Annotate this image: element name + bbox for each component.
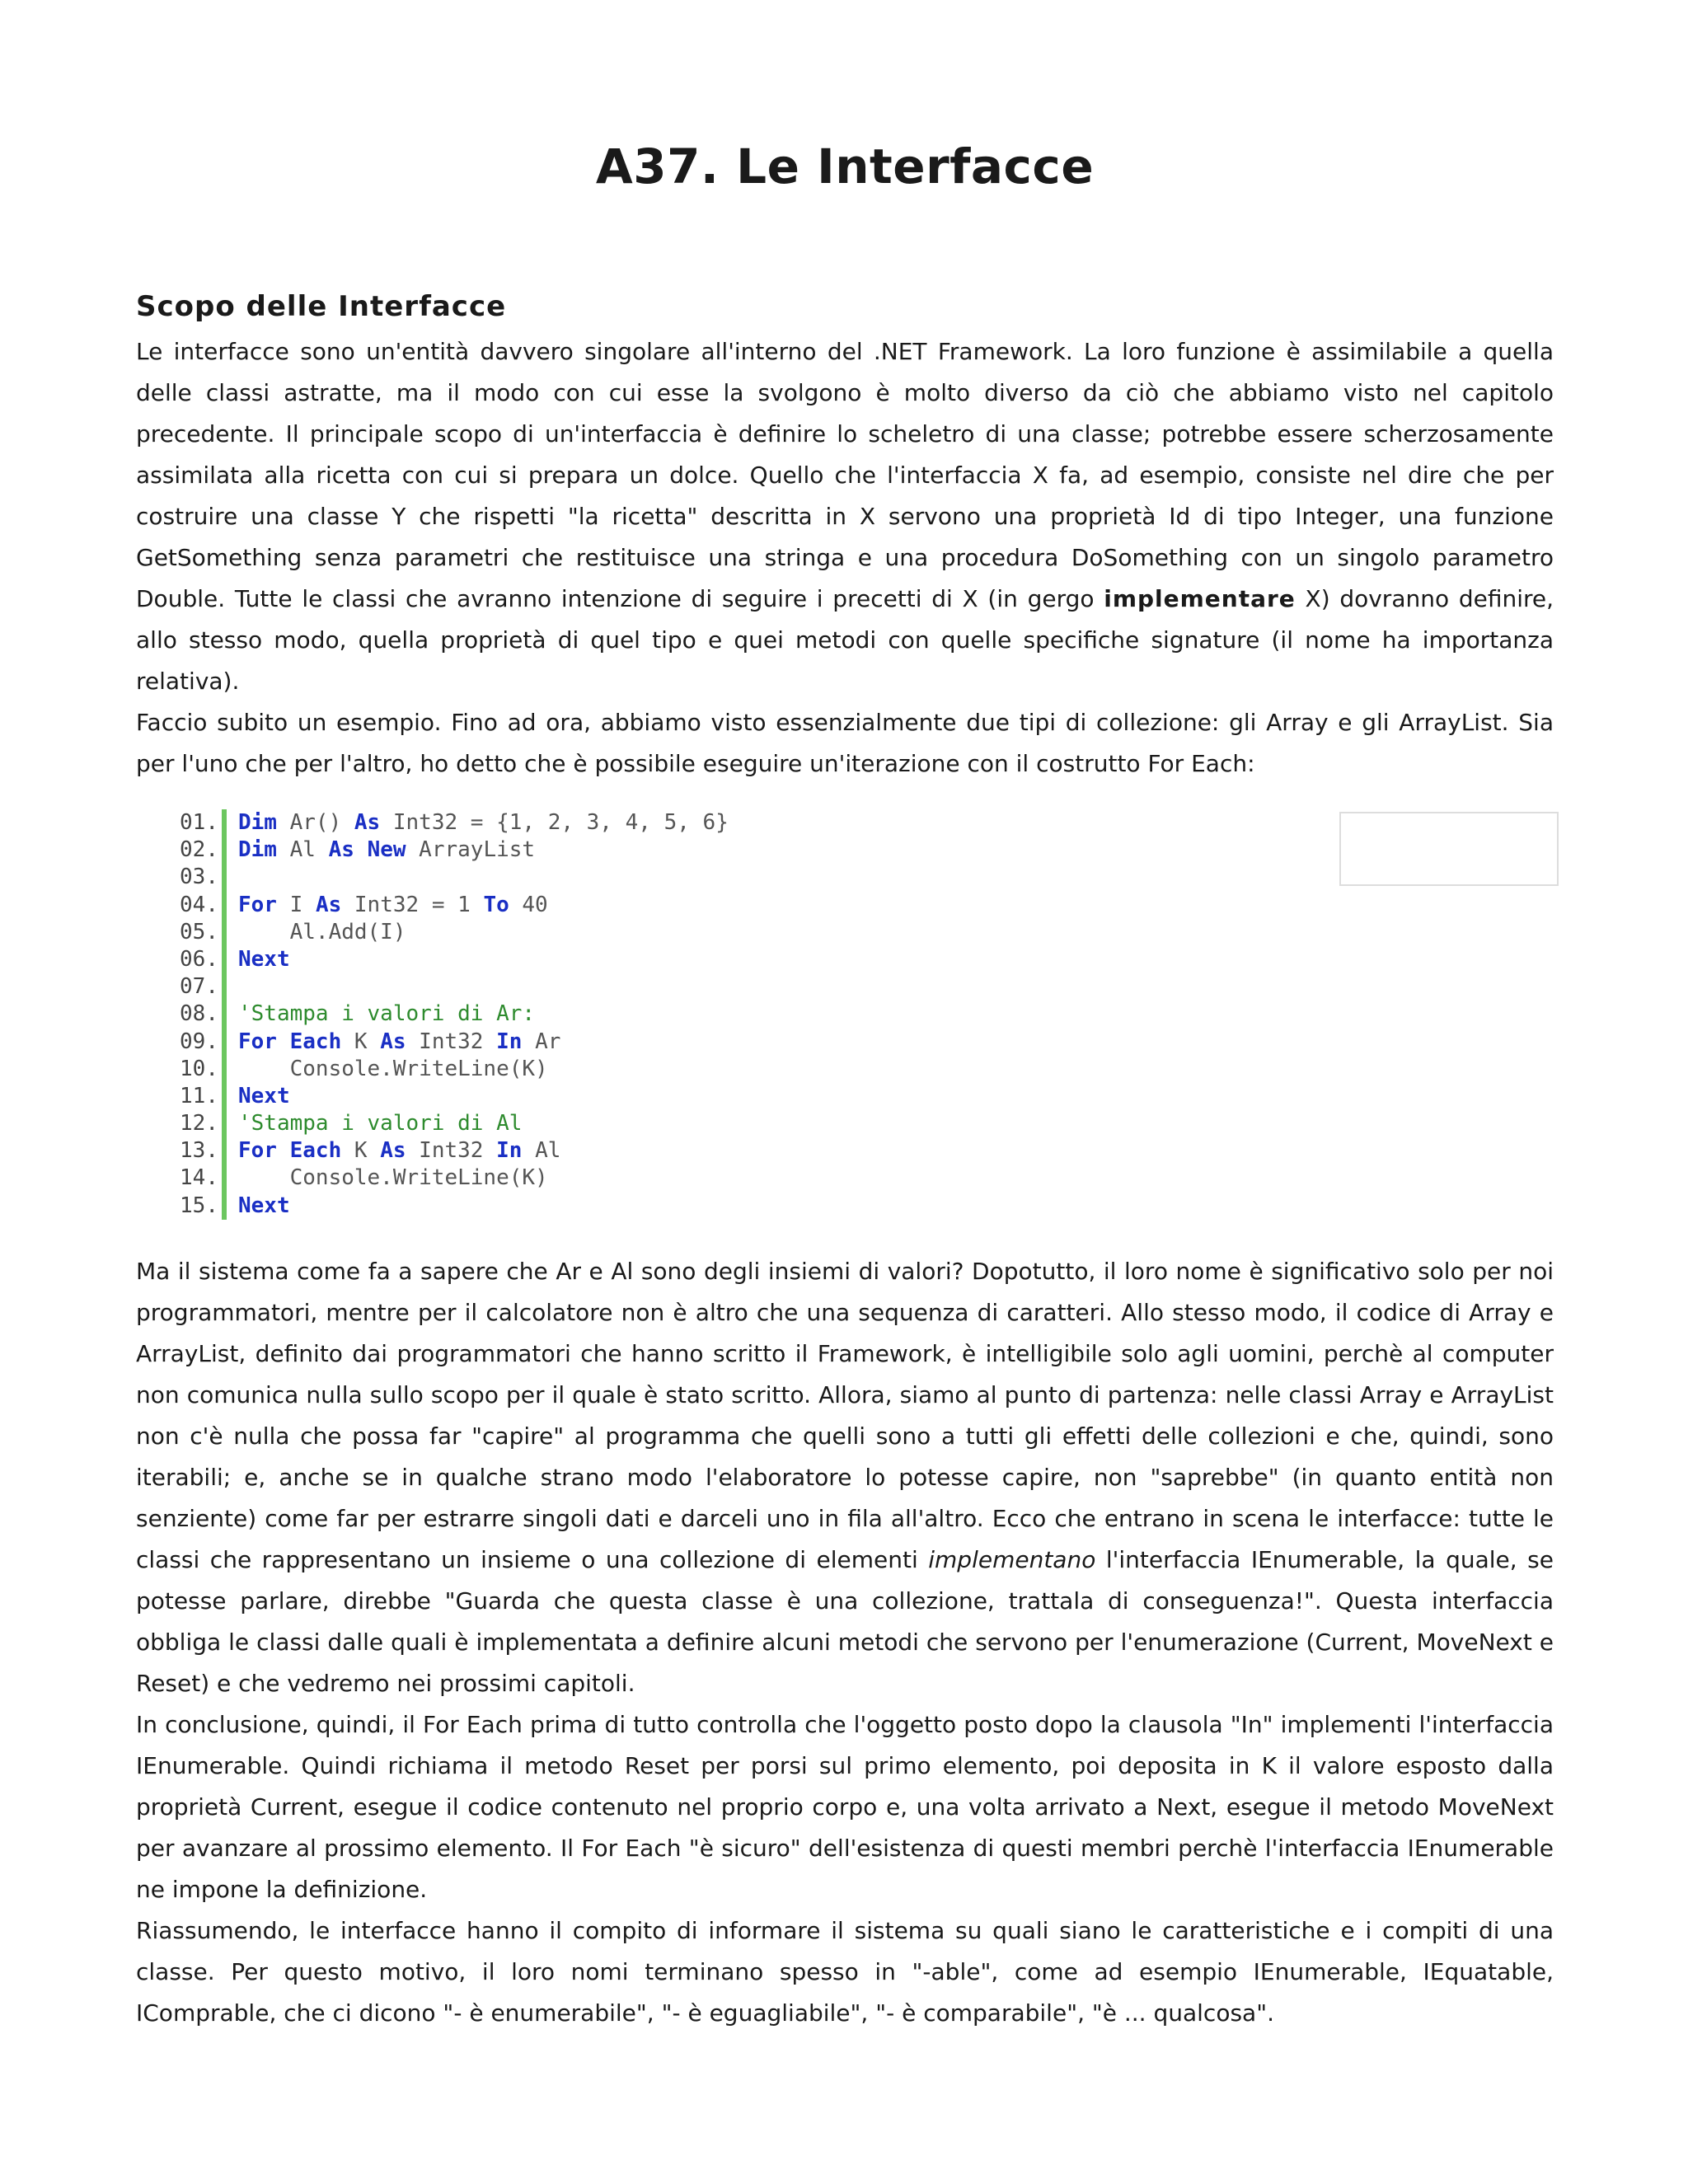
page-title: A37. Le Interfacce: [595, 138, 1095, 194]
bold-term-implementare: implementare: [1104, 585, 1296, 612]
code-text: [238, 1110, 522, 1137]
gutter-bar: [222, 946, 227, 973]
code-token: Int32 = 1: [341, 892, 484, 917]
code-token: Ar: [522, 1029, 561, 1054]
code-token: Int32: [406, 1138, 497, 1164]
line-number: 03.: [180, 865, 218, 890]
line-number: 12.: [180, 1111, 218, 1137]
line-number: 10.: [180, 1056, 218, 1081]
code-token: 40: [509, 892, 548, 917]
line-number: 04.: [180, 892, 218, 917]
code-comment: 'Stampa i valori di Ar:: [238, 1001, 536, 1027]
line-number: 05.: [180, 919, 218, 944]
gutter-bar: [222, 1165, 227, 1192]
code-line: [169, 864, 729, 891]
empty-frame: [1339, 812, 1559, 886]
code-keyword: To: [483, 892, 509, 917]
code-token: Console.WriteLine(K): [238, 1056, 548, 1081]
code-keyword: In: [496, 1138, 523, 1164]
code-line: [169, 1110, 729, 1137]
code-line: [169, 973, 729, 1001]
code-line: [169, 946, 729, 973]
line-number: 11.: [180, 1083, 218, 1108]
code-text: [238, 1193, 290, 1220]
code-token: Int32: [406, 1029, 497, 1054]
code-keyword: As: [354, 810, 381, 835]
code-line: [169, 892, 729, 919]
code-line: [169, 919, 729, 946]
code-keyword: Each: [289, 1138, 342, 1164]
line-number: 02.: [180, 837, 218, 863]
code-token: [277, 1138, 290, 1163]
italic-term-implementano: implementano: [928, 1546, 1096, 1573]
gutter-bar: [222, 919, 227, 946]
code-line: [169, 1137, 729, 1165]
gutter-bar: [222, 1083, 227, 1110]
code-keyword: Next: [238, 946, 290, 972]
paragraph-1-text-a: Le interfacce sono un'entità davvero singolare all'interno del .NET Framework. La loro funzione è assimilabile a quella delle classi astratte, ma il modo con cui esse la svolgono è molto diverso da ciò che abbiamo visto nel capitolo precedente. Il principale scopo di un'interfaccia è definire lo scheletro di una classe; potrebbe essere scherzosamente assimilata alla ricetta con cui si prepara un dolce. Quello che l'interfaccia X fa, ad esempio, consiste nel dire che per costruire una classe Y che rispetti "la ricetta" descritta in X servono una proprietà Id di tipo Integer, una funzione GetSomething senza parametri che restituisce una stringa e una procedura DoSomething con un singolo parametro Double. Tutte le classi che avranno intenzione di seguire i precetti di X (in gergo: [136, 338, 1554, 612]
intro-text: [136, 331, 1554, 785]
paragraph-1: [136, 331, 1554, 702]
code-keyword: Next: [238, 1193, 290, 1218]
code-keyword: For: [238, 1029, 277, 1054]
code-text: [238, 946, 290, 973]
code-line: [169, 837, 729, 864]
gutter-bar: [222, 1137, 227, 1165]
code-token: ArrayList: [406, 837, 536, 863]
paragraph-3: [136, 1251, 1554, 1704]
code-keyword: As: [328, 837, 354, 863]
code-listing: [169, 809, 729, 1220]
code-token: Al: [522, 1138, 561, 1164]
line-number: 07.: [180, 974, 218, 1000]
code-text: [238, 837, 535, 864]
code-token: Al.Add(I): [238, 919, 406, 944]
code-line: [169, 809, 729, 837]
gutter-bar: [222, 892, 227, 919]
code-token: K: [341, 1138, 381, 1164]
explanation-text: [136, 1251, 1554, 2034]
code-comment: 'Stampa i valori di Al: [238, 1111, 523, 1137]
paragraph-3-text-b: l'interfaccia IEnumerable, la quale, se potesse parlare, direbbe "Guarda che questa classe è una collezione, trattala di conseguenza!". Questa interfaccia obbliga le classi dalle quali è implementata a definire alcuni metodi che servono per l'enumerazione (Current, MoveNext e Reset) e che vedremo nei prossimi capitoli.: [136, 1546, 1554, 1697]
code-token: Int32 = {1, 2, 3, 4, 5, 6}: [380, 810, 729, 835]
code-keyword: Each: [289, 1029, 342, 1054]
code-keyword: New: [367, 837, 406, 863]
gutter-bar: [222, 1110, 227, 1137]
code-text: [238, 919, 406, 946]
code-line: [169, 1193, 729, 1220]
code-token: [277, 1029, 290, 1054]
code-keyword: Dim: [238, 837, 277, 863]
code-text: [238, 1029, 560, 1056]
code-text: [238, 1001, 535, 1028]
code-token: [354, 837, 368, 862]
gutter-bar: [222, 1001, 227, 1028]
code-token: I: [276, 892, 316, 917]
code-text: [238, 1056, 548, 1083]
gutter-bar: [222, 1029, 227, 1056]
code-keyword: Dim: [238, 810, 277, 835]
paragraph-5: Riassumendo, le interfacce hanno il compito di informare il sistema su quali siano le caratteristiche e i compiti di una classe. Per questo motivo, il loro nomi terminano spesso in "-able", come ad esempio IEnumerable, IEquatable, IComprable, che ci dicono "- è enumerabile", "- è eguagliabile", "- è comparabile", "è ... qualcosa".: [136, 1917, 1554, 2027]
code-token: Console.WriteLine(K): [238, 1165, 548, 1191]
code-keyword: As: [315, 892, 342, 917]
code-line: [169, 1001, 729, 1028]
code-keyword: In: [496, 1029, 523, 1054]
gutter-bar: [222, 864, 227, 891]
gutter-bar: [222, 1056, 227, 1083]
line-number: 06.: [180, 946, 218, 972]
code-text: [238, 1137, 560, 1165]
code-keyword: For: [238, 892, 277, 917]
code-line: [169, 1083, 729, 1110]
code-keyword: For: [238, 1138, 277, 1164]
code-text: [238, 1083, 290, 1110]
paragraph-4: In conclusione, quindi, il For Each prima di tutto controlla che l'oggetto posto dopo la clausola "In" implementi l'interfaccia IEnumerable. Quindi richiama il metodo Reset per porsi sul primo elemento, poi deposita in K il valore esposto dalla proprietà Current, esegue il codice contenuto nel proprio corpo e, una volta arrivato a Next, esegue il metodo MoveNext per avanzare al prossimo elemento. Il For Each "è sicuro" dell'esistenza di questi membri perchè l'interfaccia IEnumerable ne impone la definizione.: [136, 1711, 1554, 1903]
line-number: 14.: [180, 1165, 218, 1191]
code-line: [169, 1165, 729, 1192]
code-keyword: As: [380, 1029, 406, 1054]
code-keyword: Next: [238, 1083, 290, 1108]
gutter-bar: [222, 1193, 227, 1220]
line-number: 09.: [180, 1029, 218, 1054]
code-keyword: As: [380, 1138, 406, 1164]
code-text: [238, 809, 729, 837]
paragraph-1-text-b: X) dovranno definire, allo stesso modo, quella proprietà di quel tipo e quei metodi con quelle specifiche signature (il nome ha importanza relativa).: [136, 585, 1554, 695]
code-token: Ar(): [276, 810, 354, 835]
line-number: 13.: [180, 1138, 218, 1164]
line-number: 01.: [180, 810, 218, 835]
paragraph-2: Faccio subito un esempio. Fino ad ora, abbiamo visto essenzialmente due tipi di collezione: gli Array e gli ArrayList. Sia per l'uno che per l'altro, ho detto che è possibile eseguire un'iterazione con il costrutto For Each:: [136, 709, 1554, 777]
section-heading: Scopo delle Interfacce: [136, 290, 507, 323]
code-line: [169, 1056, 729, 1083]
line-number: 08.: [180, 1001, 218, 1027]
gutter-bar: [222, 973, 227, 1001]
code-token: Al: [276, 837, 329, 863]
code-text: [238, 1165, 548, 1192]
gutter-bar: [222, 837, 227, 864]
code-token: K: [341, 1029, 381, 1054]
code-line: [169, 1029, 729, 1056]
code-text: [238, 892, 548, 919]
line-number: 15.: [180, 1193, 218, 1218]
gutter-bar: [222, 809, 227, 837]
paragraph-3-text-a: Ma il sistema come fa a sapere che Ar e Al sono degli insiemi di valori? Dopotutto, il loro nome è significativo solo per noi programmatori, mentre per il calcolatore non è altro che una sequenza di caratteri. Allo stesso modo, il codice di Array e ArrayList, definito dai programmatori che hanno scritto il Framework, è intelligibile solo agli uomini, perchè al computer non comunica nulla sullo scopo per il quale è stato scritto. Allora, siamo al punto di partenza: nelle classi Array e ArrayList non c'è nulla che possa far "capire" al programma che quelli sono a tutti gli effetti delle collezioni e che, quindi, sono iterabili; e, anche se in qualche strano modo l'elaboratore lo potesse capire, non "saprebbe" (in quanto entità non senziente) come far per estrarre singoli dati e darceli uno in fila all'altro. Ecco che entrano in scena le interfacce: tutte le classi che rappresentano un insieme o una collezione di elementi: [136, 1258, 1554, 1573]
